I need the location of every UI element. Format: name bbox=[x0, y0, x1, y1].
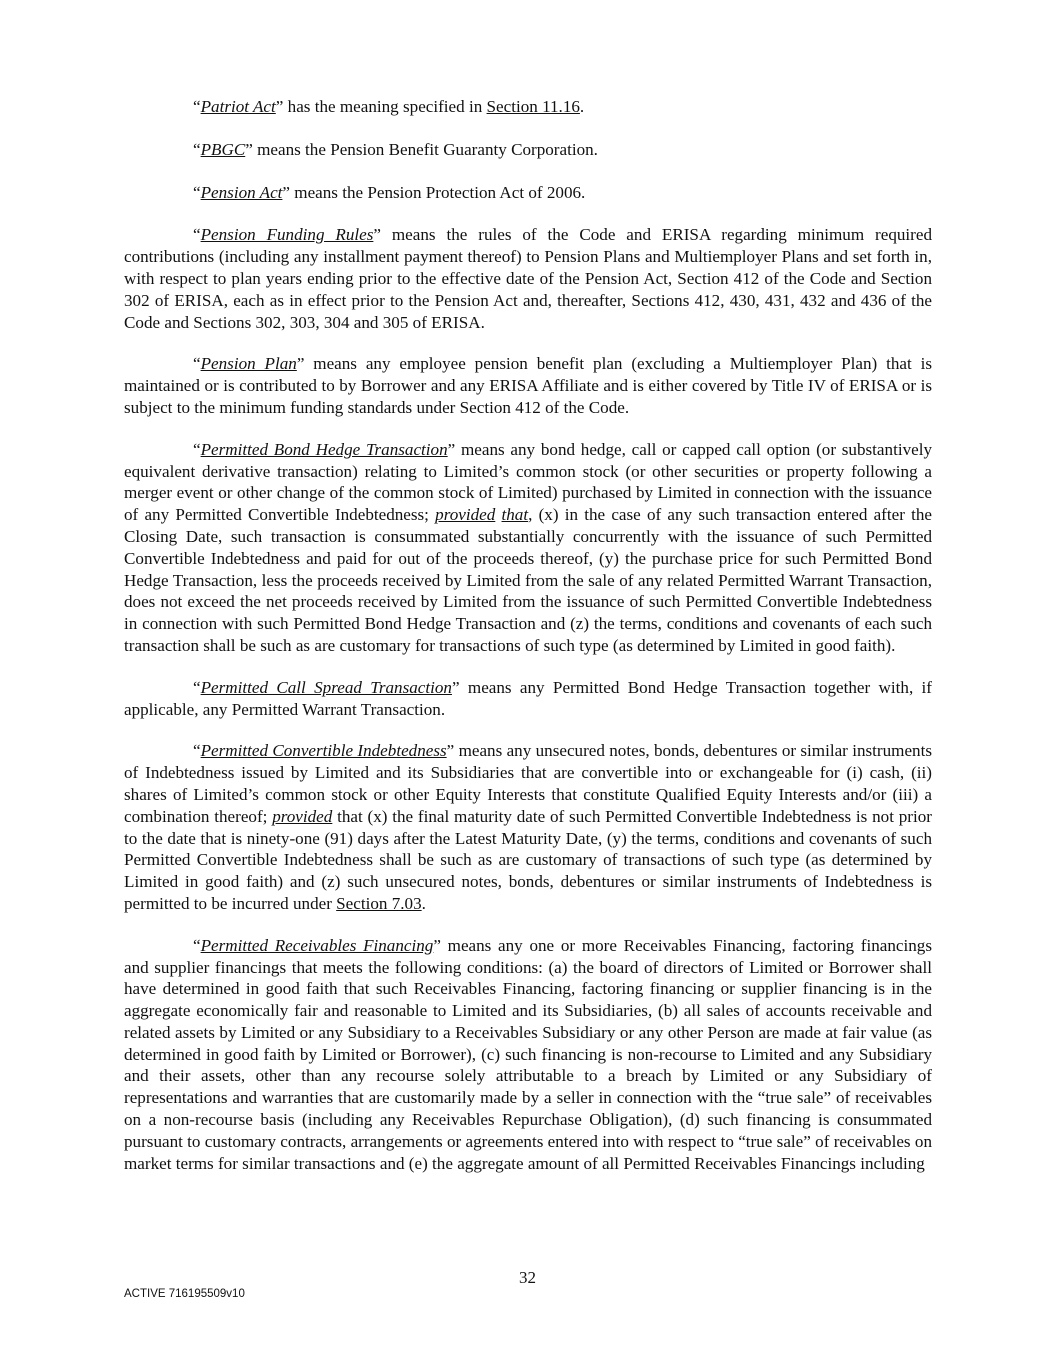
defined-term: Permitted Convertible Indebtedness bbox=[200, 741, 447, 761]
section-reference: Section 7.03 bbox=[336, 893, 422, 913]
defined-term: Permitted Receivables Financing bbox=[200, 935, 434, 955]
definition-permitted-convertible-indebtedness: “Permitted Convertible Indebtedness” means any unsecured notes, bonds, debentures or similar instruments of Indebtedness issued by Limited and its Subsidiaries that are convertible into or exchangeable for (i) cash, (ii) shares of Limited’s common stock or other Equity Interests that constitute Qualified Equity Interests and/or (iii) a combination thereof; provided that (x) the final maturity date of such Permitted Convertible Indebtedness is not prior to the date that is ninety-one (91) days after the Latest Maturity Date, (y) the terms, conditions and covenants of such Permitted Convertible Indebtedness shall be such as are customary of transactions of such type (as determined by Limited in good faith) and (z) such unsecured notes, bonds, debentures or similar instruments of Indebtedness is permitted to be incurred under Section 7.03. bbox=[124, 741, 932, 913]
defined-term: Pension Plan bbox=[200, 354, 297, 374]
definition-patriot-act: “Patriot Act” has the meaning specified in Section 11.16. bbox=[193, 97, 585, 116]
defined-term: Permitted Bond Hedge Transaction bbox=[200, 439, 448, 459]
defined-term: PBGC bbox=[200, 139, 246, 159]
definition-pension-plan: “Pension Plan” means any employee pension benefit plan (excluding a Multiemployer Plan) that is maintained or is contributed to by Borrower and any ERISA Affiliate and is either covered by Title IV of ERISA or is subject to the minimum funding standards under Section 412 of the Code. bbox=[124, 354, 933, 417]
proviso-provided: provided bbox=[272, 806, 333, 826]
definition-pension-funding-rules: “Pension Funding Rules” means the rules of the Code and ERISA regarding minimum required contributions (including any installment payment thereof) to Pension Plans and Multiemployer Plans and set forth in, with respect to plan years ending prior to the effective date of the Pension Act, Section 412 of the Code and Section 302 of ERISA, each as in effect prior to the Pension Act and, thereafter, Sections 412, 430, 431, 432 and 436 of the Code and Sections 302, 303, 304 and 305 of ERISA. bbox=[124, 225, 932, 332]
definition-pbgc: “PBGC” means the Pension Benefit Guaranty Corporation. bbox=[193, 139, 598, 159]
proviso-that: that bbox=[501, 505, 529, 525]
definition-permitted-bond-hedge: “Permitted Bond Hedge Transaction” means any bond hedge, call or capped call option (or substantively equivalent derivative transaction) relating to Limited’s common stock (or other securities or property following a merger event or other change of the common stock of Limited) purchased by Limited in connection with the issuance of any Permitted Convertible Indebtedness; provided that, (x) in the case of any such transaction entered after the Closing Date, such transaction is consummated substantially concurrently with the issuance of such Permitted Convertible Indebtedness and paid for out of the proceeds thereof, (y) the purchase price for such Permitted Bond Hedge Transaction, less the proceeds received by Limited from the sale of any related Permitted Warrant Transaction, does not exceed the net proceeds received by Limited from the issuance of such Permitted Convertible Indebtedness in connection with such Permitted Bond Hedge Transaction and (z) the terms, conditions and covenants of each such transaction shall be such as are customary for transactions of such type (as determined by Limited in good faith). bbox=[124, 439, 932, 655]
definition-pension-act: “Pension Act” means the Pension Protection Act of 2006. bbox=[193, 182, 586, 202]
definition-permitted-receivables-financing: “Permitted Receivables Financing” means any one or more Receivables Financing, factoring financings and supplier financings that meets the following conditions: (a) the board of directors of Limited or Borrower shall have determined in good faith that such Receivables Financing, factoring financing or supplier financing is in the aggregate economically fair and reasonable to Limited and its Subsidiaries, (b) all sales of accounts receivable and related assets by Limited or any Subsidiary to a Receivables Subsidiary or any other Person are made at fair value (as determined in good faith by Limited or Borrower), (c) such financing is non-recourse to Limited and any Subsidiary and their assets, other than any recourse solely attributable to a breach by Limited or any Subsidiary of representations and warranties that are customarily made by a seller in connection with the “true sale” of receivables on a non-recourse basis (including any Receivables Repurchase Obligation), (d) such financing is consummated pursuant to customary contracts, arrangements or agreements entered into with respect to “true sale” of receivables on market terms for similar transactions and (e) the aggregate amount of all Permitted Receivables Financings including bbox=[124, 935, 932, 1173]
defined-term: Permitted Call Spread Transaction bbox=[200, 677, 452, 697]
defined-term: Pension Act bbox=[200, 182, 283, 202]
defined-term: Pension Funding Rules bbox=[200, 225, 374, 245]
document-body bbox=[124, 96, 932, 1194]
document-footer-id: ACTIVE 716195509v10 bbox=[124, 1288, 245, 1300]
section-reference: Section 11.16 bbox=[486, 97, 580, 116]
proviso-provided: provided bbox=[435, 505, 496, 525]
definition-permitted-call-spread: “Permitted Call Spread Transaction” means any Permitted Bond Hedge Transaction together with, if applicable, any Permitted Warrant Transaction. bbox=[124, 677, 933, 719]
defined-term: Patriot Act bbox=[200, 97, 276, 116]
page-number: 32 bbox=[519, 1268, 536, 1287]
